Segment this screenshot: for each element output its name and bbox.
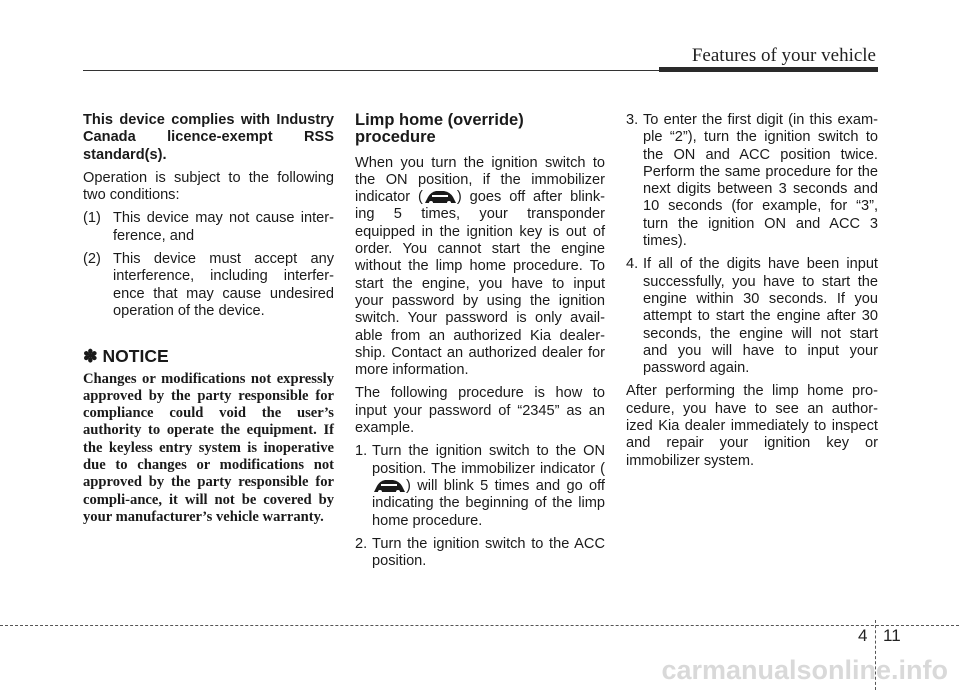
step-number: 2. xyxy=(355,535,368,552)
car-key-indicator-icon xyxy=(372,478,406,494)
step-text: Turn the ignition switch to the ACC position. xyxy=(372,535,605,570)
step-number: 3. xyxy=(626,112,639,128)
limp-home-intro-text-end: ) goes off after blink-ing 5 times, your transponder equipped in the ignition key is out of order. You cannot start the engine without the limp home procedure. To start the engine, you have to input your password by using the ignition switch. Your password is only avail-able from an authorized Kia dealer-ship. Contact an authorized dealer for more information. xyxy=(355,189,606,379)
compliance-statement: This device complies with Industry Canada licence-exempt RSS standard(s). xyxy=(83,112,334,163)
password-example-text: The following procedure is how to input your password of “2345” as an example. xyxy=(355,385,605,437)
step-text-end: ) will blink 5 times and go off indicating the beginning of the limp home procedure. xyxy=(372,477,605,529)
condition-number: (1) xyxy=(83,210,101,227)
section-header-title: Features of your vehicle xyxy=(691,45,876,66)
column-3 xyxy=(626,112,878,476)
limp-home-heading: Limp home (override) procedure xyxy=(355,111,524,147)
chapter-number: 4 xyxy=(858,626,868,645)
page-number: 11 xyxy=(883,626,901,645)
condition-item xyxy=(83,251,334,320)
procedure-step xyxy=(355,443,605,529)
procedure-step xyxy=(626,256,878,377)
notice-body: Changes or modifications not expressly approved by the party responsible for compliance could void the user’s authority to operate the equipment. If the keyless entry system is inoperative due to changes or modifications not approved by the party responsible for compli-ance, it will not be covered by your manufacturer’s vehicle warranty. xyxy=(83,370,334,525)
column-2 xyxy=(355,112,605,576)
notice-title: NOTICE xyxy=(102,346,169,367)
car-key-indicator-icon xyxy=(423,189,457,205)
step-number: 1. xyxy=(355,443,368,460)
step-text: If all of the digits have been input successfully, you have to start the engine within 30 seconds. If you attempt to start the engine after 30 seconds, the engine will not start and you will have to input your password again. xyxy=(643,256,878,377)
condition-item xyxy=(83,210,334,245)
condition-number: (2) xyxy=(83,251,101,268)
procedure-step xyxy=(626,112,878,250)
limp-home-intro xyxy=(355,155,605,380)
notice-heading xyxy=(83,348,334,365)
after-procedure-text: After performing the limp home pro-cedure, you have to see an author-ized Kia dealer immediately to inspect and repair your ignition key or immobilizer system. xyxy=(626,383,878,469)
procedure-step xyxy=(355,536,605,571)
conditions-intro: Operation is subject to the following two conditions: xyxy=(83,169,334,204)
column-1 xyxy=(83,112,334,532)
footer-rule xyxy=(0,625,959,626)
condition-text: This device must accept any interference, including interfer-ence that may cause undesired operation of the device. xyxy=(113,251,334,319)
notice-symbol-icon: ✽ xyxy=(83,346,98,367)
condition-text: This device may not cause inter-ference, and xyxy=(113,210,334,244)
header-rule-accent xyxy=(659,67,878,72)
watermark: carmanualsonline.info xyxy=(661,655,948,685)
limp-home-intro-text-start: When you turn the ignition switch to the ON position, if the immobilizer indicator ( xyxy=(355,154,605,206)
step-number: 4. xyxy=(626,256,639,273)
step-text: To enter the first digit (in this exam-ple “2”), turn the ignition switch to the ON and ACC position twice. Perform the same procedure for the next digits between 3 seconds and 10 seconds (for example, for “3”, turn the ignition ON and ACC 3 times). xyxy=(643,112,878,250)
step-text-start: Turn the ignition switch to the ON position. The immobilizer indicator ( xyxy=(372,443,605,477)
